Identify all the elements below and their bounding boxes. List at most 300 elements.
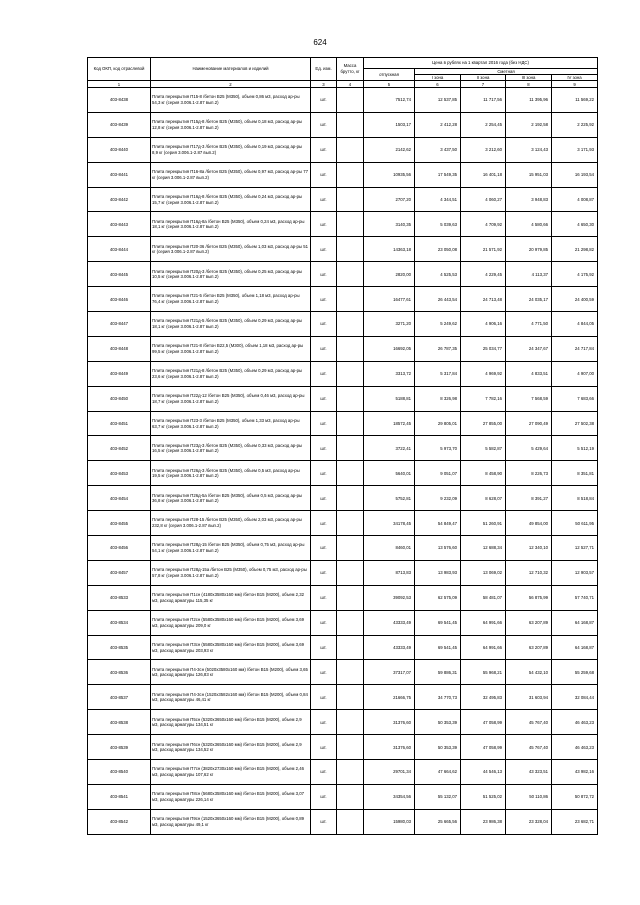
row-code: 403-8447 bbox=[88, 312, 151, 337]
row-zone-2-price: 55 968,21 bbox=[461, 660, 506, 685]
row-name: Плита перекрытия П5сн (5320х3650х160 мм) /бетон В15 (М200), объем 2,9 м3, расход арматуры 134,51 кг bbox=[151, 710, 311, 735]
column-number: 1 bbox=[88, 81, 151, 88]
row-mass bbox=[337, 486, 364, 511]
row-mass bbox=[337, 635, 364, 660]
row-release-price: 31376,60 bbox=[364, 710, 415, 735]
table-row bbox=[88, 162, 598, 187]
row-zone-2-price: 25 034,77 bbox=[461, 336, 506, 361]
row-zone-3-price: 63 207,89 bbox=[506, 610, 552, 635]
row-mass bbox=[337, 336, 364, 361]
row-zone-4-price: 24 717,84 bbox=[552, 336, 598, 361]
table-row bbox=[88, 461, 598, 486]
row-release-price: 16477,61 bbox=[364, 287, 415, 312]
row-name: Плита перекрытия П20-36 /бетон В25 (М350), объем 1,03 м3, расход ар-ры 51 кг (серия 3.006.1-2.87 вып.2) bbox=[151, 237, 311, 262]
row-name: Плита перекрытия П23-3 /бетон В25 (М350), объем 1,33 м3, расход ар-ры 63,7 кг (серия 3.006.1-2.87 вып.2) bbox=[151, 411, 311, 436]
row-zone-4-price: 8 518,84 bbox=[552, 486, 598, 511]
table-row bbox=[88, 411, 598, 436]
row-zone-3-price: 11 395,96 bbox=[506, 88, 552, 113]
header-name: Наименование материалов и изделий bbox=[151, 58, 311, 81]
row-mass bbox=[337, 162, 364, 187]
table-row bbox=[88, 361, 598, 386]
row-code: 403-8456 bbox=[88, 536, 151, 561]
row-zone-1-price: 26 787,35 bbox=[415, 336, 461, 361]
row-zone-1-price: 26 443,54 bbox=[415, 287, 461, 312]
row-unit: шт. bbox=[311, 735, 337, 760]
row-zone-2-price: 32 495,83 bbox=[461, 685, 506, 710]
table-row bbox=[88, 585, 598, 610]
table-row bbox=[88, 386, 598, 411]
row-release-price: 8713,83 bbox=[364, 560, 415, 585]
header-zone-1: I зона bbox=[415, 75, 461, 81]
row-zone-1-price: 9 051,07 bbox=[415, 461, 461, 486]
row-zone-4-price: 23 682,71 bbox=[552, 809, 598, 834]
row-zone-1-price: 23 050,08 bbox=[415, 237, 461, 262]
row-name: Плита перекрытия П17д-3 /бетон В25 (М350), объем 0,19 м3, расход ар-ры 8,9 кг (серия 3.006.1-2.87 вып.2) bbox=[151, 137, 311, 162]
table-row bbox=[88, 760, 598, 785]
row-unit: шт. bbox=[311, 411, 337, 436]
table-row bbox=[88, 685, 598, 710]
row-unit: шт. bbox=[311, 237, 337, 262]
row-code: 403-8539 bbox=[88, 735, 151, 760]
row-zone-1-price: 2 412,28 bbox=[415, 112, 461, 137]
row-name: Плита перекрытия П28-15 /бетон В25 (М350), объем 2,03 м3, расход ар-ры 232,8 кг (серия 3.006.1-2.87 вып.2) bbox=[151, 511, 311, 536]
row-zone-4-price: 4 175,92 bbox=[552, 262, 598, 287]
row-unit: шт. bbox=[311, 585, 337, 610]
row-unit: шт. bbox=[311, 635, 337, 660]
row-release-price: 5640,01 bbox=[364, 461, 415, 486]
row-unit: шт. bbox=[311, 262, 337, 287]
row-zone-1-price: 69 541,45 bbox=[415, 610, 461, 635]
row-mass bbox=[337, 784, 364, 809]
row-name: Плита перекрытия П16д-8 /бетон В25 (М350), объем 0,24 м3, расход ар-ры 15,7 кг (серия 3.006.1-2.87 вып.2) bbox=[151, 187, 311, 212]
column-number-row bbox=[88, 81, 598, 88]
row-zone-2-price: 47 058,99 bbox=[461, 735, 506, 760]
row-release-price: 31376,60 bbox=[364, 735, 415, 760]
row-unit: шт. bbox=[311, 560, 337, 585]
row-release-price: 3722,41 bbox=[364, 436, 415, 461]
row-zone-3-price: 63 207,89 bbox=[506, 635, 552, 660]
row-zone-1-price: 5 317,84 bbox=[415, 361, 461, 386]
row-name: Плита перекрытия П16д-8а /бетон В25 (М350), объем 0,24 м3, расход ар-ры 18,1 кг (серия 3.006.1-2.87 вып.2) bbox=[151, 212, 311, 237]
row-release-price: 18572,45 bbox=[364, 411, 415, 436]
row-code: 403-8446 bbox=[88, 287, 151, 312]
row-mass bbox=[337, 411, 364, 436]
row-code: 403-8533 bbox=[88, 585, 151, 610]
row-zone-2-price: 21 571,92 bbox=[461, 237, 506, 262]
row-zone-1-price: 5 249,62 bbox=[415, 312, 461, 337]
row-mass bbox=[337, 710, 364, 735]
row-code: 403-8538 bbox=[88, 710, 151, 735]
row-release-price: 43333,49 bbox=[364, 635, 415, 660]
row-mass bbox=[337, 735, 364, 760]
row-zone-2-price: 5 582,87 bbox=[461, 436, 506, 461]
row-zone-3-price: 31 603,94 bbox=[506, 685, 552, 710]
row-code: 403-8541 bbox=[88, 784, 151, 809]
header-estimate: Сметная bbox=[415, 69, 598, 75]
header-mass: Масса брутто, кг bbox=[337, 58, 364, 81]
row-zone-2-price: 11 717,56 bbox=[461, 88, 506, 113]
row-zone-2-price: 47 058,99 bbox=[461, 710, 506, 735]
row-code: 403-8452 bbox=[88, 436, 151, 461]
row-mass bbox=[337, 511, 364, 536]
row-zone-4-price: 46 463,23 bbox=[552, 735, 598, 760]
row-zone-1-price: 59 886,31 bbox=[415, 660, 461, 685]
column-number: 4 bbox=[337, 81, 364, 88]
row-zone-4-price: 3 171,93 bbox=[552, 137, 598, 162]
row-zone-1-price: 4 344,51 bbox=[415, 187, 461, 212]
row-unit: шт. bbox=[311, 112, 337, 137]
row-zone-2-price: 12 688,34 bbox=[461, 536, 506, 561]
row-zone-3-price: 2 192,58 bbox=[506, 112, 552, 137]
row-zone-3-price: 12 710,32 bbox=[506, 560, 552, 585]
row-zone-4-price: 32 084,44 bbox=[552, 685, 598, 710]
row-release-price: 2142,62 bbox=[364, 137, 415, 162]
row-zone-4-price: 4 907,00 bbox=[552, 361, 598, 386]
row-mass bbox=[337, 137, 364, 162]
row-zone-2-price: 51 525,02 bbox=[461, 784, 506, 809]
row-zone-4-price: 5 512,19 bbox=[552, 436, 598, 461]
row-zone-3-price: 56 875,99 bbox=[506, 585, 552, 610]
row-release-price: 16692,05 bbox=[364, 336, 415, 361]
header-release: отпускная bbox=[364, 69, 415, 81]
row-zone-1-price: 4 525,53 bbox=[415, 262, 461, 287]
table-row bbox=[88, 212, 598, 237]
row-name: Плита перекрытия П23д-3 /бетон В25 (М350), объем 0,33 м3, расход ар-ры 16,5 кг (серия 3.006.1-2.87 вып.2) bbox=[151, 436, 311, 461]
row-zone-2-price: 4 229,45 bbox=[461, 262, 506, 287]
row-zone-4-price: 16 193,54 bbox=[552, 162, 598, 187]
row-zone-3-price: 4 771,50 bbox=[506, 312, 552, 337]
row-name: Плита перекрытия П21д-8 /бетон В25 (М350), объем 0,29 м3, расход ар-ры 23,6 кг (серия 3.006.1-2.87 вып.2) bbox=[151, 361, 311, 386]
row-release-price: 10935,56 bbox=[364, 162, 415, 187]
table-row bbox=[88, 610, 598, 635]
row-zone-4-price: 64 168,87 bbox=[552, 610, 598, 635]
row-unit: шт. bbox=[311, 386, 337, 411]
header-zone-4: IV зона bbox=[552, 75, 598, 81]
row-zone-3-price: 20 979,85 bbox=[506, 237, 552, 262]
row-mass bbox=[337, 461, 364, 486]
row-mass bbox=[337, 560, 364, 585]
row-code: 403-8443 bbox=[88, 212, 151, 237]
row-unit: шт. bbox=[311, 784, 337, 809]
table-row bbox=[88, 112, 598, 137]
row-zone-4-price: 55 259,68 bbox=[552, 660, 598, 685]
row-zone-2-price: 64 991,66 bbox=[461, 610, 506, 635]
row-mass bbox=[337, 386, 364, 411]
row-name: Плита перекрытия П6сн (5320х3650х160 мм) /бетон В15 (М200), объем 2,9 м3, расход арматуры 134,52 кг bbox=[151, 735, 311, 760]
row-mass bbox=[337, 312, 364, 337]
row-zone-4-price: 11 569,22 bbox=[552, 88, 598, 113]
row-zone-2-price: 4 709,92 bbox=[461, 212, 506, 237]
row-code: 403-8441 bbox=[88, 162, 151, 187]
row-unit: шт. bbox=[311, 187, 337, 212]
row-mass bbox=[337, 88, 364, 113]
row-name: Плита перекрытия П15д-8 /бетон В25 (М350), объем 0,18 м3, расход ар-ры 12,8 кг (серия 3.006.1-2.87 вып.2) bbox=[151, 112, 311, 137]
row-release-price: 3140,35 bbox=[364, 212, 415, 237]
row-name: Плита перекрытия П21-5 /бетон В25 (М350), объем 1,18 м3, расход ар-ры 76,4 кг (серия 3.006.1-2.87 вып.2) bbox=[151, 287, 311, 312]
row-code: 403-8451 bbox=[88, 411, 151, 436]
row-name: Плита перекрытия П15-8 /бетон В25 (М350), объем 0,86 м3, расход ар-ры 54,3 кг (серия 3.006.1-2.87 вып.2) bbox=[151, 88, 311, 113]
row-name: Плита перекрытия П2сн (5580х3580х160 мм) /бетон В15 (М200), объем 3,69 м3, расход арматуры 209,0 кг bbox=[151, 610, 311, 635]
row-name: Плита перекрытия П4-3сн (5020х3580х160 мм) /бетон В15 (М200), объем 3,65 м3, расход арматуры 126,83 кг bbox=[151, 660, 311, 685]
row-mass bbox=[337, 585, 364, 610]
row-zone-3-price: 45 767,40 bbox=[506, 710, 552, 735]
row-code: 403-8534 bbox=[88, 610, 151, 635]
header-code: Код ОКП, код отраслевой bbox=[88, 58, 151, 81]
header-zone-3: III зона bbox=[506, 75, 552, 81]
row-release-price: 34354,56 bbox=[364, 784, 415, 809]
row-zone-4-price: 24 400,59 bbox=[552, 287, 598, 312]
table-row bbox=[88, 187, 598, 212]
row-unit: шт. bbox=[311, 710, 337, 735]
row-release-price: 39092,53 bbox=[364, 585, 415, 610]
column-number: 2 bbox=[151, 81, 311, 88]
row-code: 403-8536 bbox=[88, 660, 151, 685]
row-name: Плита перекрытия П26д-5а /бетон В25 (М350), объем 0,5 м3, расход ар-ры 36,8 кг (серия 3.006.1-2.87 вып.2) bbox=[151, 486, 311, 511]
header-unit: Ед. изм. bbox=[311, 58, 337, 81]
row-zone-3-price: 3 948,83 bbox=[506, 187, 552, 212]
row-mass bbox=[337, 212, 364, 237]
column-number: 3 bbox=[311, 81, 337, 88]
row-code: 403-8455 bbox=[88, 511, 151, 536]
row-release-price: 15980,03 bbox=[364, 809, 415, 834]
row-mass bbox=[337, 262, 364, 287]
row-code: 403-8453 bbox=[88, 461, 151, 486]
row-name: Плита перекрытия П28д-15 /бетон В25 (М350), объем 0,75 м3, расход ар-ры 54,1 кг (серия 3.006.1-2.87 вып.2) bbox=[151, 536, 311, 561]
row-zone-4-price: 50 872,72 bbox=[552, 784, 598, 809]
row-name: Плита перекрытия П22д-12 /бетон В25 (М350), объем 0,46 м3, расход ар-ры 18,7 кг (серия 3.006.1-2.87 вып.2) bbox=[151, 386, 311, 411]
table-row bbox=[88, 88, 598, 113]
row-release-price: 2707,20 bbox=[364, 187, 415, 212]
row-unit: шт. bbox=[311, 461, 337, 486]
row-zone-4-price: 7 683,66 bbox=[552, 386, 598, 411]
row-zone-3-price: 7 568,59 bbox=[506, 386, 552, 411]
row-zone-1-price: 54 849,47 bbox=[415, 511, 461, 536]
row-zone-1-price: 17 549,35 bbox=[415, 162, 461, 187]
row-zone-1-price: 50 353,39 bbox=[415, 735, 461, 760]
row-unit: шт. bbox=[311, 760, 337, 785]
table-row bbox=[88, 312, 598, 337]
table-row bbox=[88, 809, 598, 834]
row-zone-1-price: 3 437,50 bbox=[415, 137, 461, 162]
row-release-price: 2820,00 bbox=[364, 262, 415, 287]
row-release-price: 5188,81 bbox=[364, 386, 415, 411]
row-zone-3-price: 4 113,37 bbox=[506, 262, 552, 287]
row-unit: шт. bbox=[311, 137, 337, 162]
row-unit: шт. bbox=[311, 88, 337, 113]
table-row bbox=[88, 560, 598, 585]
row-mass bbox=[337, 187, 364, 212]
row-release-price: 3271,20 bbox=[364, 312, 415, 337]
header-price-group: Цена в рублях на 1 квартал 2016 года (без НДС) bbox=[364, 58, 598, 69]
row-zone-1-price: 9 232,09 bbox=[415, 486, 461, 511]
row-zone-4-price: 2 225,92 bbox=[552, 112, 598, 137]
row-mass bbox=[337, 536, 364, 561]
row-zone-4-price: 57 740,71 bbox=[552, 585, 598, 610]
row-code: 403-8454 bbox=[88, 486, 151, 511]
row-zone-3-price: 24 035,17 bbox=[506, 287, 552, 312]
row-mass bbox=[337, 610, 364, 635]
row-zone-2-price: 13 069,02 bbox=[461, 560, 506, 585]
row-zone-1-price: 62 575,09 bbox=[415, 585, 461, 610]
row-zone-4-price: 43 982,16 bbox=[552, 760, 598, 785]
row-name: Плита перекрытия П1сн (4180х3580х160 мм) /бетон В15 (М200), объем 2,32 м3, расход арматуры 115,35 кг bbox=[151, 585, 311, 610]
row-zone-1-price: 29 805,01 bbox=[415, 411, 461, 436]
row-zone-2-price: 58 481,07 bbox=[461, 585, 506, 610]
row-zone-4-price: 4 650,30 bbox=[552, 212, 598, 237]
row-unit: шт. bbox=[311, 660, 337, 685]
row-zone-2-price: 24 713,48 bbox=[461, 287, 506, 312]
row-zone-4-price: 12 527,71 bbox=[552, 536, 598, 561]
row-zone-1-price: 5 973,70 bbox=[415, 436, 461, 461]
row-zone-1-price: 47 664,62 bbox=[415, 760, 461, 785]
row-unit: шт. bbox=[311, 361, 337, 386]
table-row bbox=[88, 635, 598, 660]
row-zone-2-price: 51 260,91 bbox=[461, 511, 506, 536]
table-row bbox=[88, 536, 598, 561]
row-zone-2-price: 23 986,38 bbox=[461, 809, 506, 834]
row-unit: шт. bbox=[311, 162, 337, 187]
row-zone-3-price: 50 110,86 bbox=[506, 784, 552, 809]
table-row bbox=[88, 237, 598, 262]
row-zone-1-price: 55 132,07 bbox=[415, 784, 461, 809]
table-row bbox=[88, 735, 598, 760]
row-release-price: 3313,72 bbox=[364, 361, 415, 386]
row-unit: шт. bbox=[311, 212, 337, 237]
row-mass bbox=[337, 237, 364, 262]
column-number: 6 bbox=[415, 81, 461, 88]
column-number: 5 bbox=[364, 81, 415, 88]
row-mass bbox=[337, 361, 364, 386]
row-zone-4-price: 21 298,82 bbox=[552, 237, 598, 262]
row-unit: шт. bbox=[311, 287, 337, 312]
row-zone-3-price: 24 347,67 bbox=[506, 336, 552, 361]
row-zone-4-price: 12 903,57 bbox=[552, 560, 598, 585]
row-name: Плита перекрытия П8сн (5680х3580х160 мм) /бетон В15 (М200), объем 3,07 м3, расход арматуры 226,14 кг bbox=[151, 784, 311, 809]
row-zone-4-price: 8 351,81 bbox=[552, 461, 598, 486]
header-zone-2: II зона bbox=[461, 75, 506, 81]
row-code: 403-8449 bbox=[88, 361, 151, 386]
row-zone-2-price: 4 969,92 bbox=[461, 361, 506, 386]
row-zone-2-price: 8 458,90 bbox=[461, 461, 506, 486]
table-row bbox=[88, 784, 598, 809]
table-row bbox=[88, 511, 598, 536]
row-zone-2-price: 4 906,16 bbox=[461, 312, 506, 337]
row-zone-2-price: 64 991,66 bbox=[461, 635, 506, 660]
row-zone-3-price: 12 340,10 bbox=[506, 536, 552, 561]
column-number: 8 bbox=[506, 81, 552, 88]
row-zone-3-price: 54 432,10 bbox=[506, 660, 552, 685]
row-code: 403-8440 bbox=[88, 137, 151, 162]
row-release-price: 1503,17 bbox=[364, 112, 415, 137]
row-name: Плита перекрытия П3сн (5580х3580х160 мм) /бетон В15 (М200), объем 3,69 м3, расход арматуры 203,93 кг bbox=[151, 635, 311, 660]
row-mass bbox=[337, 436, 364, 461]
row-zone-1-price: 69 541,45 bbox=[415, 635, 461, 660]
row-zone-2-price: 7 782,16 bbox=[461, 386, 506, 411]
row-code: 403-8535 bbox=[88, 635, 151, 660]
row-name: Плита перекрытия П9сн (1520х3650х160 мм) /бетон В15 (М200), объем 0,89 м3, расход арматуры 49,1 кг bbox=[151, 809, 311, 834]
row-unit: шт. bbox=[311, 486, 337, 511]
row-code: 403-8450 bbox=[88, 386, 151, 411]
row-code: 403-8444 bbox=[88, 237, 151, 262]
row-name: Плита перекрытия П26д-3 /бетон В25 (М350), объем 0,5 м3, расход ар-ры 19,5 кг (серия 3.006.1-2.87 вып.2) bbox=[151, 461, 311, 486]
row-zone-3-price: 15 951,03 bbox=[506, 162, 552, 187]
row-mass bbox=[337, 809, 364, 834]
table-row bbox=[88, 436, 598, 461]
row-unit: шт. bbox=[311, 809, 337, 834]
row-release-price: 34178,45 bbox=[364, 511, 415, 536]
row-mass bbox=[337, 685, 364, 710]
row-zone-4-price: 4 844,05 bbox=[552, 312, 598, 337]
row-zone-1-price: 13 983,93 bbox=[415, 560, 461, 585]
table-row bbox=[88, 287, 598, 312]
row-unit: шт. bbox=[311, 536, 337, 561]
row-zone-1-price: 25 665,56 bbox=[415, 809, 461, 834]
row-zone-3-price: 3 124,43 bbox=[506, 137, 552, 162]
row-zone-3-price: 43 323,51 bbox=[506, 760, 552, 785]
row-mass bbox=[337, 287, 364, 312]
row-name: Плита перекрытия П28д-15а /бетон В25 (М350), объем 0,75 м3, расход ар-ры 57,8 кг (серия 3.006.1-2.87 вып.2) bbox=[151, 560, 311, 585]
row-release-price: 14363,18 bbox=[364, 237, 415, 262]
row-code: 403-8537 bbox=[88, 685, 151, 710]
row-code: 403-8457 bbox=[88, 560, 151, 585]
row-mass bbox=[337, 760, 364, 785]
row-code: 403-8540 bbox=[88, 760, 151, 785]
row-code: 403-8448 bbox=[88, 336, 151, 361]
column-number: 9 bbox=[552, 81, 598, 88]
row-zone-2-price: 27 855,00 bbox=[461, 411, 506, 436]
row-zone-1-price: 13 576,60 bbox=[415, 536, 461, 561]
table-row bbox=[88, 660, 598, 685]
row-release-price: 29701,34 bbox=[364, 760, 415, 785]
row-zone-2-price: 4 060,27 bbox=[461, 187, 506, 212]
row-zone-3-price: 23 328,04 bbox=[506, 809, 552, 834]
row-zone-1-price: 34 770,73 bbox=[415, 685, 461, 710]
row-zone-1-price: 50 353,39 bbox=[415, 710, 461, 735]
row-release-price: 5752,81 bbox=[364, 486, 415, 511]
row-release-price: 21666,75 bbox=[364, 685, 415, 710]
row-unit: шт. bbox=[311, 610, 337, 635]
row-zone-4-price: 46 463,23 bbox=[552, 710, 598, 735]
row-name: Плита перекрытия П21д-5 /бетон В25 (М350), объем 0,29 м3, расход ар-ры 18,1 кг (серия 3.006.1-2.87 вып.2) bbox=[151, 312, 311, 337]
row-zone-3-price: 27 090,49 bbox=[506, 411, 552, 436]
row-name: Плита перекрытия П21-8 /бетон В22,5 (М300), объем 1,18 м3, расход ар-ры 99,5 кг (серия 3.006.1-2.87 вып.2) bbox=[151, 336, 311, 361]
row-release-price: 7512,74 bbox=[364, 88, 415, 113]
row-zone-4-price: 4 008,87 bbox=[552, 187, 598, 212]
page-number: 624 bbox=[313, 38, 327, 47]
row-release-price: 37317,07 bbox=[364, 660, 415, 685]
column-number: 7 bbox=[461, 81, 506, 88]
row-name: Плита перекрытия П16-8а /бетон В25 (М350), объем 0,97 м3, расход ар-ры 77 кг (серия 3.006.1-2.87 вып.2) bbox=[151, 162, 311, 187]
table-row bbox=[88, 710, 598, 735]
row-code: 403-8439 bbox=[88, 112, 151, 137]
row-name: Плита перекрытия П20д-3 /бетон В25 (М350), объем 0,25 м3, расход ар-ры 10,5 кг (серия 3.006.1-2.87 вып.2) bbox=[151, 262, 311, 287]
row-zone-3-price: 4 833,51 bbox=[506, 361, 552, 386]
row-unit: шт. bbox=[311, 336, 337, 361]
row-unit: шт. bbox=[311, 685, 337, 710]
row-code: 403-8442 bbox=[88, 187, 151, 212]
row-zone-2-price: 16 401,18 bbox=[461, 162, 506, 187]
row-zone-2-price: 2 254,45 bbox=[461, 112, 506, 137]
row-zone-2-price: 3 212,60 bbox=[461, 137, 506, 162]
row-mass bbox=[337, 112, 364, 137]
table-row bbox=[88, 486, 598, 511]
row-zone-1-price: 8 326,98 bbox=[415, 386, 461, 411]
row-release-price: 43333,49 bbox=[364, 610, 415, 635]
row-unit: шт. bbox=[311, 312, 337, 337]
row-code: 403-8445 bbox=[88, 262, 151, 287]
row-zone-2-price: 8 628,07 bbox=[461, 486, 506, 511]
price-table bbox=[87, 57, 598, 835]
